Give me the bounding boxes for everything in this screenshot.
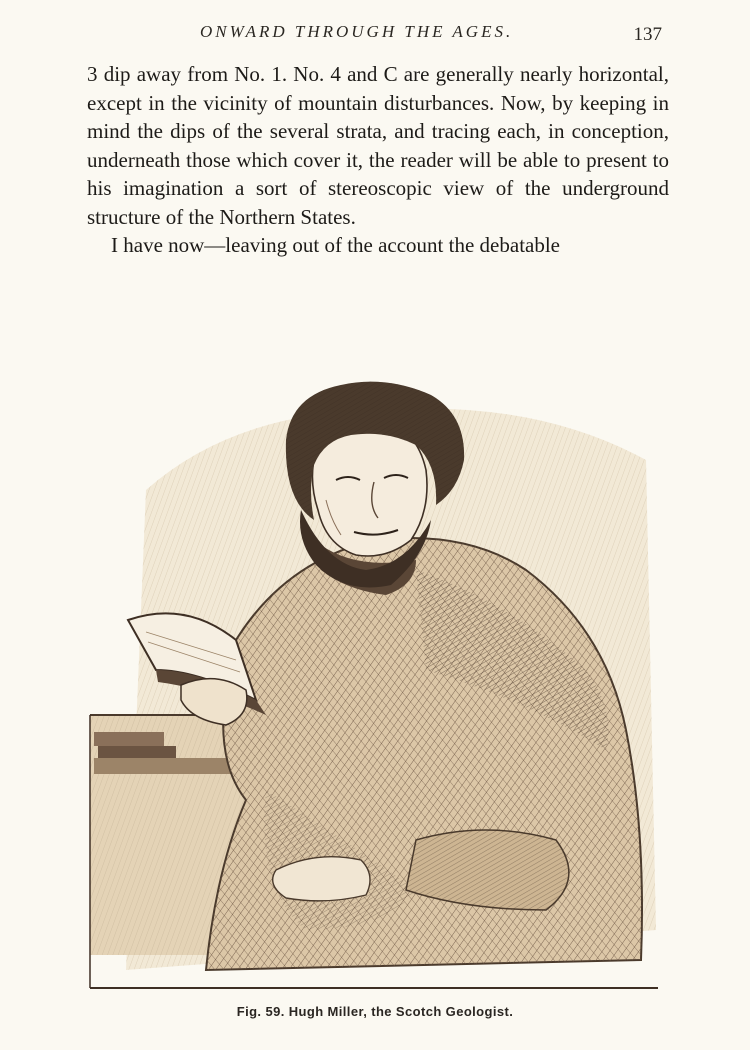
paragraph-1: 3 dip away from No. 1. No. 4 and C are generally nearly horizontal, except in the vicinity of mountain disturbances. Now, by keeping in mind the dips of the several strata, and tracing each, in conception, underneath those which cover it, the reader will be able to present to his imagination a sort of stereoscopic view of the underground structure of the Northern States. [87, 62, 669, 229]
running-head: ONWARD THROUGH THE AGES. [200, 22, 514, 41]
figure-engraving [86, 370, 662, 996]
body-text [87, 60, 669, 260]
page-header [0, 20, 750, 50]
engraving-illustration [86, 370, 662, 996]
page-number: 137 [633, 24, 662, 45]
figure-caption: Fig. 59. Hugh Miller, the Scotch Geologist. [236, 1004, 514, 1019]
paragraph-2: I have now—leaving out of the account the debatable [111, 233, 560, 257]
